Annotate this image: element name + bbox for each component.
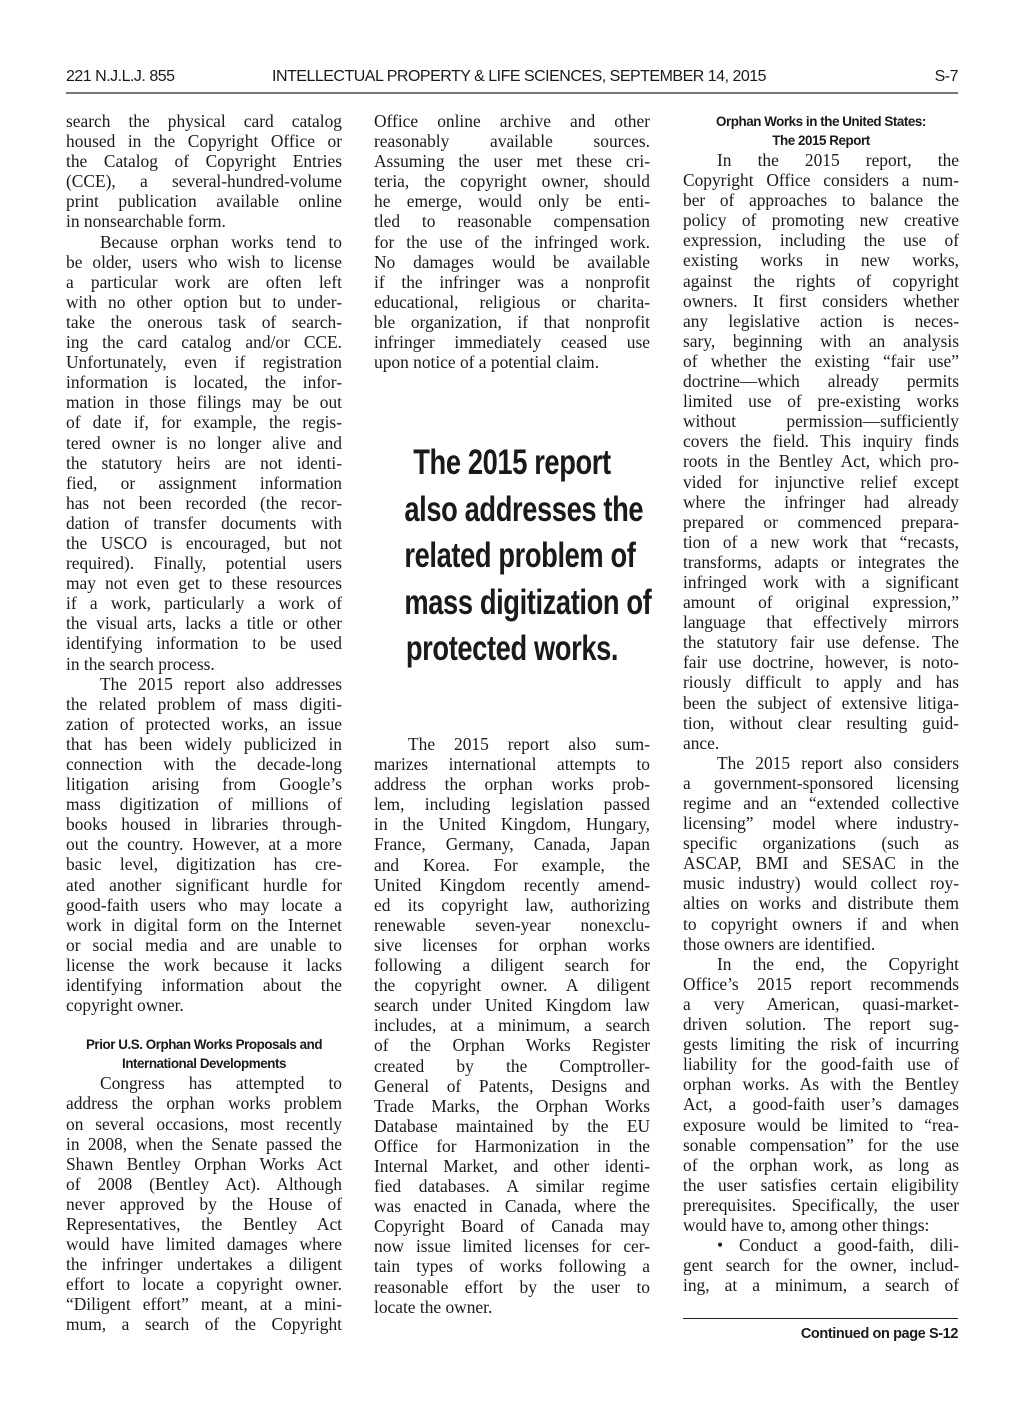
text-line: driven solution. The report sug- [683, 1014, 959, 1035]
text-line: in nonsearchable form. [66, 211, 226, 232]
text-line: mass digitization of millions of [66, 794, 342, 815]
text-line: (CCE), a several-hundred-volume [66, 171, 342, 192]
text-line: where the infringer had already [683, 491, 959, 512]
page-number: S-7 [934, 68, 958, 85]
paragraph [66, 232, 342, 674]
text-line: the statutory fair use defense. The [683, 632, 959, 653]
text-line: search under United Kingdom law [374, 995, 650, 1016]
text-line: with no other option but to under- [66, 291, 342, 312]
text-line: would have limited damages where [66, 1234, 342, 1255]
text-line: to copyright owners if and when [683, 913, 959, 934]
text-line: liability for the good-faith use of [683, 1054, 959, 1075]
text-line: if a work, particularly a work of [66, 593, 342, 614]
column-1 [66, 111, 342, 1335]
text-line: sonable compensation” for the use [683, 1134, 959, 1155]
text-line: covers the field. This inquiry finds [683, 431, 959, 452]
text-line: “Diligent effort” meant, at a mini- [66, 1294, 342, 1315]
text-line: marizes international attempts to [374, 754, 650, 775]
text-line: good-faith users who may locate a [66, 894, 342, 915]
text-line: teria, the copyright owner, should [374, 171, 650, 192]
paragraph [683, 753, 959, 954]
text-line: Office online archive and other [374, 111, 650, 131]
pull-quote-line: related problem of [404, 536, 636, 575]
text-line: would have to, among other things: [683, 1214, 930, 1235]
paragraph [683, 1235, 959, 1295]
text-line: infringed work with a significant [683, 571, 959, 592]
text-line: that has been widely publicized in [66, 733, 342, 754]
text-line: Office for Harmonization in the [374, 1135, 650, 1156]
text-line: of 2008 (Bentley Act). Although [66, 1173, 342, 1194]
text-line: been the subject of extensive litiga- [683, 692, 959, 713]
text-line: owners. It first considers whether [683, 290, 959, 311]
text-line: created by the Comptroller- [374, 1055, 650, 1076]
text-line: sary, beginning with an analysis [683, 330, 959, 351]
text-line: prepared or commenced prepara- [683, 511, 959, 532]
text-line: the visual arts, lacks a title or other [66, 613, 342, 634]
heading-line: The 2015 Report [772, 133, 870, 148]
text-line: vided for injunctive relief except [683, 471, 959, 492]
text-line: the user satisfies certain eligibility [683, 1174, 959, 1195]
text-line: tion, without clear resulting guid- [683, 712, 959, 733]
text-line: has not been recorded (the recor- [66, 492, 342, 513]
text-line: Shawn Bentley Orphan Works Act [66, 1153, 342, 1174]
text-line: out the country. However, at a more [66, 834, 342, 855]
heading-line: International Developments [122, 1056, 286, 1072]
text-line: the Catalog of Copyright Entries [66, 151, 342, 172]
text-line: sive licenses for orphan works [374, 934, 650, 955]
text-line: print publication available online [66, 191, 342, 212]
paragraph [683, 150, 959, 753]
text-line: licensing” model where industry- [683, 813, 959, 834]
text-line: address the orphan works problem [66, 1093, 342, 1114]
text-line: prerequisites. Specifically, the user [683, 1194, 959, 1215]
text-line: reasonable effort by the user to [374, 1276, 650, 1297]
text-line: music industry) would collect roy- [683, 873, 959, 894]
text-line: Trade Marks, the Orphan Works [374, 1095, 650, 1116]
paragraph [374, 734, 650, 1317]
text-line: for the use of the infringed work. [374, 231, 650, 252]
heading-line: Prior U.S. Orphan Works Proposals and [85, 1037, 323, 1053]
text-line: Because orphan works tend to [100, 231, 342, 252]
text-line: tion of a new work that “recasts, [683, 531, 959, 552]
text-line: ed its copyright law, authorizing [374, 894, 650, 915]
text-line: the statutory heirs are not identi- [66, 452, 342, 473]
text-line: regime and an “extended collective [683, 793, 959, 813]
text-line: dation of transfer documents with [66, 512, 342, 533]
text-line: exposure would be limited to “rea- [683, 1114, 959, 1135]
text-line: policy of promoting new creative [683, 210, 959, 231]
column-3 [683, 112, 959, 1295]
text-line: against the rights of copyright [683, 270, 959, 291]
text-line: the USCO is encouraged, but not [66, 532, 342, 553]
text-line: basic level, digitization has cre- [66, 854, 342, 875]
end-rule [683, 1318, 958, 1319]
text-line: of the orphan work, as long as [683, 1154, 959, 1175]
text-line: Unfortunately, even if registration [66, 352, 342, 373]
text-line: copyright owner. [66, 995, 184, 1016]
text-line: gent search for the owner, includ- [683, 1255, 959, 1276]
text-line: gests limiting the risk of incurring [683, 1034, 959, 1055]
text-line: on several occasions, most recently [66, 1113, 342, 1134]
text-line: those owners are identified. [683, 933, 876, 954]
text-line: includes, at a minimum, a search [374, 1015, 650, 1036]
pull-quote-line: mass digitization of [404, 582, 652, 622]
paragraph [66, 1073, 342, 1334]
text-line: General of Patents, Designs and [374, 1075, 650, 1096]
text-line: a particular work are often left [66, 271, 342, 292]
text-line: lem, including legislation passed [374, 794, 650, 815]
paragraph [66, 674, 342, 1016]
text-line: Representatives, the Bentley Act [66, 1213, 342, 1234]
pull-quote-line: also addresses the [404, 489, 644, 529]
text-line: ASCAP, BMI and SESAC in the [683, 853, 959, 874]
text-line: limited use of pre-existing works [683, 391, 959, 412]
section-heading [683, 112, 959, 150]
text-line: search the physical card catalog [66, 111, 342, 131]
text-line: alties on works and distribute them [683, 893, 959, 914]
text-line: a government-sponsored licensing [683, 772, 959, 793]
text-line: the infringer undertakes a diligent [66, 1254, 342, 1275]
text-line: France, Germany, Canada, Japan [374, 834, 650, 855]
text-line: fied databases. A similar regime [374, 1176, 650, 1197]
text-line: mum, a search of the Copyright [66, 1314, 342, 1335]
text-line: Office’s 2015 report recommends [683, 973, 959, 994]
text-line: Congress has attempted to [100, 1073, 342, 1094]
text-line: reasonably available sources. [374, 131, 650, 152]
text-line: ing the card catalog and/or CCE. [66, 332, 342, 353]
text-line: required). Finally, potential users [66, 553, 342, 574]
text-line: tain types of works following a [374, 1256, 650, 1277]
text-line: address the orphan works prob- [374, 774, 650, 795]
text-line: infringer immediately ceased use [374, 332, 650, 353]
text-line: he emerge, would only be enti- [374, 191, 650, 212]
text-line: in the United Kingdom, Hungary, [374, 814, 650, 835]
text-line: The 2015 report also addresses [100, 673, 342, 694]
pull-quote-line: protected works. [405, 629, 619, 668]
paragraph [683, 954, 959, 1235]
text-line: never approved by the House of [66, 1193, 342, 1214]
text-line: effort to locate a copyright owner. [66, 1274, 342, 1295]
pull-quote [374, 440, 650, 673]
text-line: take the onerous task of search- [66, 311, 342, 332]
text-line: identifying information to be used [66, 633, 342, 654]
text-line: The 2015 report also considers [717, 752, 959, 773]
text-line: information is located, the infor- [66, 372, 342, 393]
text-line: ber of approaches to balance the [683, 190, 959, 211]
text-line: educational, religious or charita- [374, 291, 650, 312]
text-line: fair use doctrine, however, is noto- [683, 652, 959, 673]
heading-line: Orphan Works in the United States: [716, 114, 926, 129]
text-line: Database maintained by the EU [374, 1115, 650, 1136]
header-rule [66, 92, 958, 94]
text-line: work in digital form on the Internet [66, 914, 342, 935]
text-line: ing, at a minimum, a search of [683, 1275, 959, 1296]
text-line: specific organizations (such as [683, 833, 959, 854]
text-line: Internal Market, and other identi- [374, 1155, 650, 1176]
text-line: may not even get to these resources [66, 573, 342, 594]
text-line: books housed in libraries through- [66, 814, 342, 835]
text-line: the copyright owner. A diligent [374, 975, 650, 996]
text-line: if the infringer was a nonprofit [374, 271, 650, 292]
text-line: or social media and are unable to [66, 934, 342, 955]
column-2-bottom [374, 734, 650, 1317]
text-line: language that effectively mirrors [683, 612, 959, 633]
text-line: identifying information about the [66, 975, 342, 996]
paragraph [374, 111, 650, 372]
text-line: Act, a good-faith user’s damages [683, 1094, 959, 1115]
text-line: of the Orphan Works Register [374, 1035, 650, 1056]
text-line: housed in the Copyright Office or [66, 131, 342, 152]
text-line: ble organization, if that nonprofit [374, 311, 650, 332]
citation: 221 N.J.L.J. 855 [66, 68, 175, 85]
text-line: • Conduct a good-faith, dili- [717, 1235, 959, 1256]
text-line: connection with the decade-long [66, 754, 342, 774]
text-line: Assuming the user met these cri- [374, 151, 650, 172]
text-line: transforms, adapts or integrates the [683, 551, 959, 572]
text-line: In the 2015 report, the [717, 150, 959, 170]
text-line: following a diligent search for [374, 955, 650, 976]
text-line: ated another significant hurdle for [66, 874, 342, 895]
text-line: renewable seven-year nonexclu- [374, 914, 650, 935]
text-line: existing works in new works, [683, 250, 959, 271]
text-line: a very American, quasi-market- [683, 993, 959, 1014]
text-line: and Korea. For example, the [374, 854, 650, 875]
section-heading [66, 1035, 342, 1073]
text-line: be older, users who wish to license [66, 251, 342, 272]
text-line: zation of protected works, an issue [66, 713, 342, 734]
text-line: In the end, the Copyright [717, 953, 959, 974]
text-line: No damages would be available [374, 251, 650, 272]
text-line: roots in the Bentley Act, which pro- [683, 451, 959, 472]
text-line: ance. [683, 732, 720, 753]
text-line: Copyright Office considers a num- [683, 170, 959, 191]
paragraph [66, 111, 342, 232]
text-line: without permission—sufficiently [683, 411, 959, 432]
text-line: upon notice of a potential claim. [374, 352, 600, 373]
text-line: expression, including the use of [683, 230, 959, 251]
text-line: United Kingdom recently amend- [374, 874, 650, 895]
column-2-top [374, 111, 650, 372]
text-line: The 2015 report also sum- [408, 734, 650, 754]
text-line: in the search process. [66, 653, 215, 674]
spacer [66, 1015, 342, 1035]
text-line: orphan works. As with the Bentley [683, 1074, 959, 1095]
text-line: license the work because it lacks [66, 954, 342, 975]
text-line: amount of original expression,” [683, 592, 959, 613]
text-line: locate the owner. [374, 1296, 493, 1317]
text-line: tled to reasonable compensation [374, 211, 650, 232]
continued-note: Continued on page S-12 [800, 1326, 958, 1342]
pull-quote-line: The 2015 report [413, 443, 611, 482]
text-line: of date if, for example, the regis- [66, 412, 342, 433]
text-line: was enacted in Canada, where the [374, 1196, 650, 1217]
text-line: doctrine—which already permits [683, 371, 959, 392]
text-line: tered owner is no longer alive and [66, 432, 342, 453]
text-line: now issue limited licenses for cer- [374, 1236, 650, 1257]
publication-title: INTELLECTUAL PROPERTY & LIFE SCIENCES, SEPTEMBER 14, 2015 [272, 68, 767, 85]
text-line: mation in those filings may be out [66, 392, 342, 413]
text-line: of whether the existing “fair use” [683, 350, 959, 371]
text-line: litigation arising from Google’s [66, 774, 342, 795]
text-line: in 2008, when the Senate passed the [66, 1133, 342, 1154]
text-line: any legislative action is neces- [683, 310, 959, 331]
text-line: riously difficult to apply and has [683, 672, 959, 693]
text-line: Copyright Board of Canada may [374, 1216, 650, 1237]
text-line: the related problem of mass digiti- [66, 693, 342, 714]
text-line: fied, or assignment information [66, 472, 342, 493]
